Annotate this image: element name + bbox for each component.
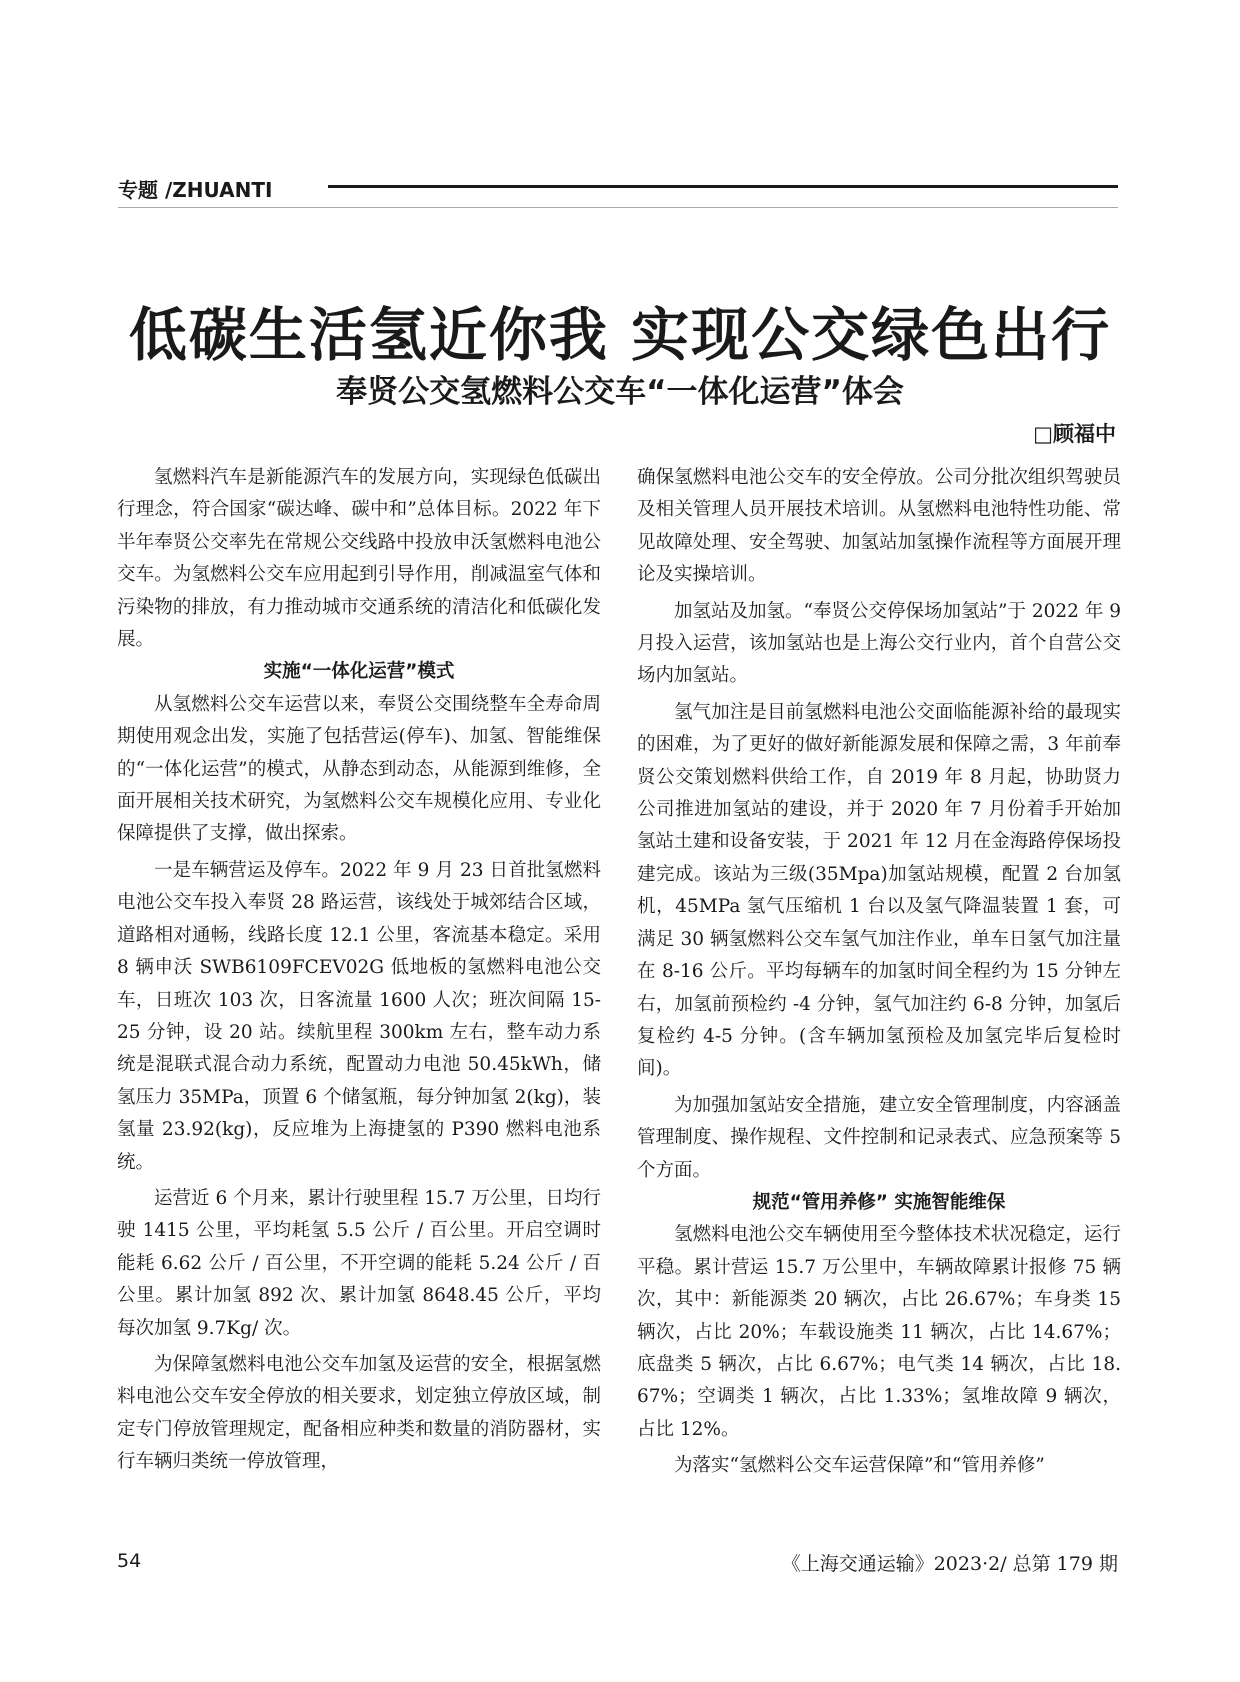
- right-column: [637, 462, 1121, 1483]
- page-number: 54: [117, 1550, 142, 1572]
- section-heading: 规范“管用养修” 实施智能维保: [752, 1191, 1006, 1213]
- section-header: [118, 174, 1118, 208]
- paragraph: 氢燃料汽车是新能源汽车的发展方向，实现绿色低碳出行理念，符合国家“碳达峰、碳中和”总体目标。2022 年下半年奉贤公交率先在常规公交线路中投放申沃氢燃料电池公交车。为氢燃料公交车应用起到引导作用，削减温室气体和污染物的排放，有力推动城市交通系统的清洁化和低碳化发展。: [117, 467, 601, 651]
- paragraph: 氢燃料电池公交车辆使用至今整体技术状况稳定，运行平稳。累计营运 15.7 万公里中，车辆故障累计报修 75 辆次，其中：新能源类 20 辆次，占比 26.67%；车身类 15 辆次，占比 20%；车载设施类 11 辆次，占比 14.67%；底盘类 5 辆次，占比 6.67%；电气类 14 辆次，占比 18.67%；空调类 1 辆次，占比 1.33%；氢堆故障 9 辆次，占比 12%。: [637, 1224, 1121, 1440]
- paragraph-continued: 确保氢燃料电池公交车的安全停放。公司分批次组织驾驶员及相关管理人员开展技术培训。从氢燃料电池特性功能、常见故障处理、安全驾驶、加氢站加氢操作流程等方面展开理论及实操培训。: [637, 467, 1121, 586]
- paragraph: 为落实“氢燃料公交车运营保障”和“管用养修”: [674, 1455, 1045, 1477]
- paragraph: 为保障氢燃料电池公交车加氢及运营的安全，根据氢燃料电池公交车安全停放的相关要求，划定独立停放区域，制定专门停放管理规定，配备相应种类和数量的消防器材，实行车辆归类统一停放管理，: [117, 1353, 601, 1473]
- section-heading: 实施“一体化运营”模式: [263, 661, 455, 683]
- section-label: 专题 /ZHUANTI: [118, 178, 273, 202]
- left-column: [117, 462, 601, 1479]
- header-underline: [118, 207, 1118, 208]
- header-rule: [328, 185, 1118, 188]
- paragraph: 加氢站及加氢。“奉贤公交停保场加氢站”于 2022 年 9 月投入运营，该加氢站也是上海公交行业内，首个自营公交场内加氢站。: [637, 600, 1121, 687]
- paragraph: 为加强加氢站安全措施，建立安全管理制度，内容涵盖管理制度、操作规程、文件控制和记录表式、应急预案等 5 个方面。: [637, 1094, 1121, 1181]
- article-title: 低碳生活氢近你我 实现公交绿色出行: [128, 301, 1112, 369]
- article-author: □顾福中: [1033, 422, 1116, 446]
- journal-footer: 《上海交通运输》2023·2/ 总第 179 期: [781, 1553, 1118, 1575]
- paragraph: 氢气加注是目前氢燃料电池公交面临能源补给的最现实的困难，为了更好的做好新能源发展和保障之需，3 年前奉贤公交策划燃料供给工作，自 2019 年 8 月起，协助贤力公司推进加氢站的建设，并于 2020 年 7 月份着手开始加氢站土建和设备安装，于 2021 年 12 月在金海路停保场投建完成。该站为三级(35Mpa)加氢站规模，配置 2 台加氢机，45MPa 氢气压缩机 1 台以及氢气降温装置 1 套，可满足 30 辆氢燃料公交车氢气加注作业，单车日氢气加注量在 8-16 公斤。平均每辆车的加氢时间全程约为 15 分钟左右，加氢前预检约 -4 分钟，氢气加注约 6-8 分钟，加氢后复检约 4-5 分钟。(含车辆加氢预检及加氢完毕后复检时间)。: [637, 701, 1121, 1080]
- paragraph: 一是车辆营运及停车。2022 年 9 月 23 日首批氢燃料电池公交车投入奉贤 28 路运营，该线处于城郊结合区域，道路相对通畅，线路长度 12.1 公里，客流基本稳定。采用 8 辆申沃 SWB6109FCEV02G 低地板的氢燃料电池公交车，日班次 103 次，日客流量 1600 人次；班次间隔 15-25 分钟，设 20 站。续航里程 300km 左右，整车动力系统是混联式混合动力系统，配置动力电池 50.45kWh，储氢压力 35MPa，顶置 6 个储氢瓶，每分钟加氢 2(kg)，装氢量 23.92(kg)，反应堆为上海捷氢的 P390 燃料电池系统。: [117, 859, 601, 1173]
- paragraph: 从氢燃料公交车运营以来，奉贤公交围绕整车全寿命周期使用观念出发，实施了包括营运(停车)、加氢、智能维保的“一体化运营”的模式，从静态到动态，从能源到维修，全面开展相关技术研究，为氢燃料公交车规模化应用、专业化保障提供了支撑，做出探索。: [117, 693, 601, 845]
- article-subtitle: 奉贤公交氢燃料公交车“一体化运营”体会: [336, 374, 904, 410]
- paragraph: 运营近 6 个月来，累计行驶里程 15.7 万公里，日均行驶 1415 公里，平均耗氢 5.5 公斤 / 百公里。开启空调时能耗 6.62 公斤 / 百公里，不开空调的能耗 5.24 公斤 / 百公里。累计加氢 892 次、累计加氢 8648.45 公斤，平均每次加氢 9.7Kg/ 次。: [117, 1187, 601, 1339]
